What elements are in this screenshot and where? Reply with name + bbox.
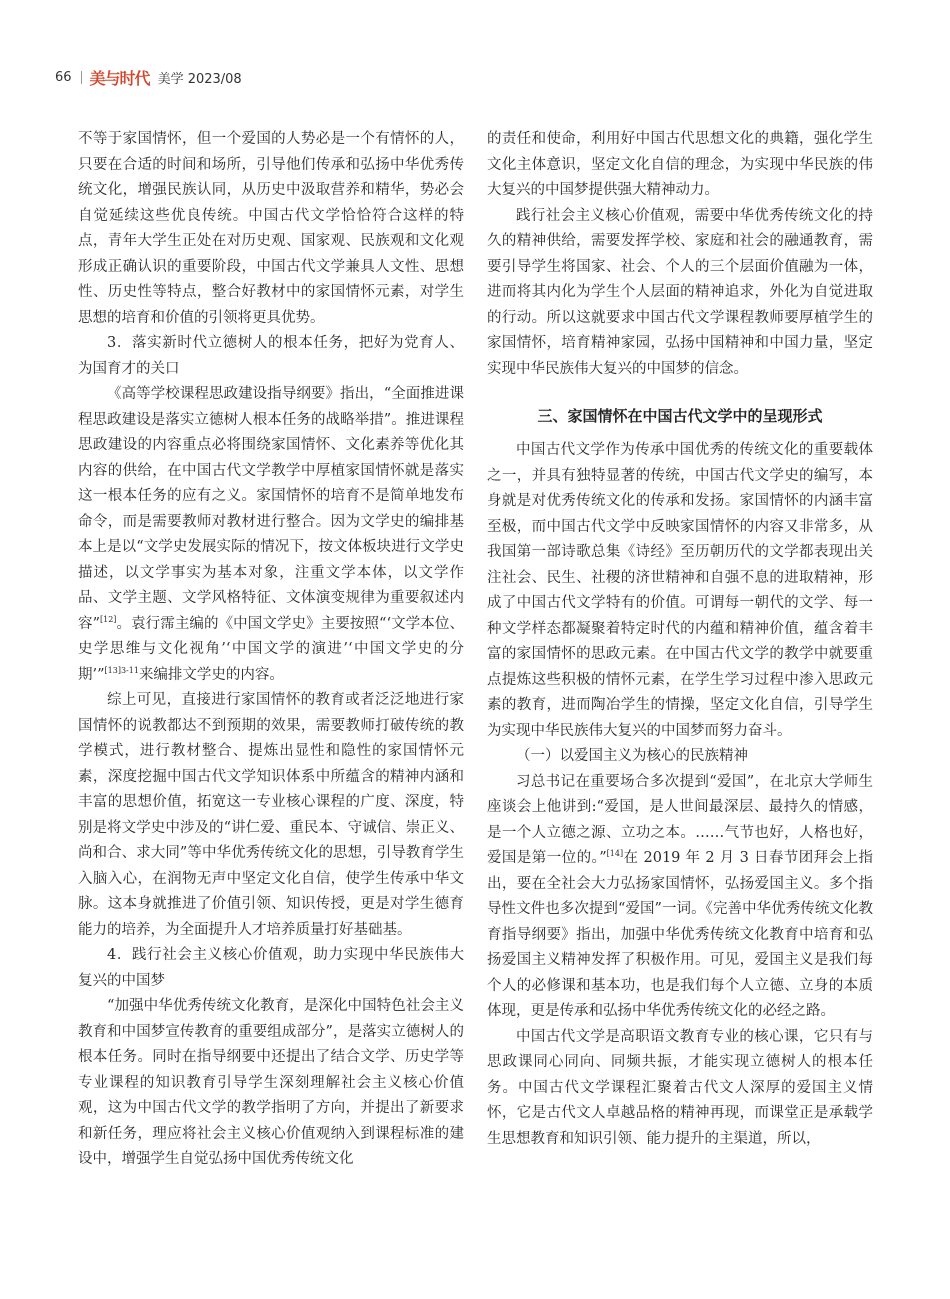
paragraph: 不等于家国情怀，但一个爱国的人势必是一个有情怀的人，只要在合适的时间和场所，引导他们传承和弘扬中华优秀传统文化，增强民族认同，从历史中汲取营养和精华，势必会自觉延续这些优良传统。中国古代文学恰恰符合这样的特点，青年大学生正处在对历史观、国家观、民族观和文化观形成正确认识的重要阶段，中国古代文学兼具人文性、思想性、历史性等特点，整合好教材中的家国情怀元素，对学生思想的培育和价值的引领将更具优势。 (78, 131, 464, 326)
paragraph-text: 。袁行霈主编的《中国文学史》主要按照“‘文学本位、史学思维与文化视角’‘中国文学的演进’‘中国文学史的分期’” (78, 615, 464, 683)
paragraph-text: 《高等学校课程思政建设指导纲要》指出，“全面推进课程思政建设是落实立德树人根本任务的战略举措”。推进课程思政建设的内容重点必将围绕家国情怀、文化素养等优化其内容的供给，在中国古代文学教学中厚植家国情怀就是落实这一根本任务的应有之义。家国情怀的培育不是简单地发布命令，而是需要教师对教材进行整合。因为文学史的编排基本上是以“文学史发展实际的情况下，按文体板块进行文学史描述，以文学事实为基本对象，注重文学本体，以文学作品、文学主题、文学风格特征、文体演变规律为重要叙述内容” (78, 386, 464, 632)
journal-logo: 美与时代 (89, 68, 150, 88)
header-divider (81, 71, 82, 84)
paragraph: 的责任和使命，利用好中国古代思想文化的典籍，强化学生文化主体意识，坚定文化自信的理念，为实现中华民族的伟大复兴的中国梦提供强大精神动力。 (487, 131, 873, 198)
paragraph-text: 来编排文学史的内容。 (138, 666, 284, 683)
section-title: 三、家国情怀在中国古代文学中的呈现形式 (537, 407, 823, 425)
paragraph-guideline (78, 382, 464, 688)
subheading-4: 4．践行社会主义核心价值观，助力实现中华民族伟大复兴的中国梦 (78, 947, 464, 989)
paragraph: 中国古代文学作为传承中国优秀的传统文化的重要载体之一，并具有独特显著的传统，中国古代文学史的编写，本身就是对优秀传统文化的传承和发扬。家国情怀的内涵丰富至极，而中国古代文学中反映家国情怀的内容又非常多，从我国第一部诗歌总集《诗经》至历朝历代的文学都表现出关注社会、民生、社稷的济世精神和自强不息的进取精神，形成了中国古代文学特有的价值。可谓每一朝代的文学、每一种文学样态都凝聚着特定时代的内蕴和精神价值，蕴含着丰富的家国情怀的思政元素。在中国古代文学的教学中就要重点提炼这些积极的情怀元素，在学生学习过程中渗入思政元素的教育，进而陶冶学生的情操，坚定文化自信，引导学生为实现中华民族伟大复兴的中国梦而努力奋斗。 (487, 442, 873, 739)
subsection-heading: （一）以爱国主义为核心的民族精神 (516, 748, 748, 764)
paragraph: “加强中华优秀传统文化教育，是深化中国特色社会主义教育和中国梦宣传教育的重要组成部分”，是落实立德树人的根本任务。同时在指导纲要中还提出了结合文学、历史学等专业课程的知识教育引导学生深刻理解社会主义核心价值观，这为中国古代文学的教学指明了方向，并提出了新要求和新任务，理应将社会主义核心价值观纳入到课程标准的建设中，增强学生自觉弘扬中国优秀传统文化 (78, 998, 464, 1167)
paragraph: 综上可见，直接进行家国情怀的教育或者泛泛地进行家国情怀的说教都达不到预期的效果，需要教师打破传统的教学模式，进行教材整合、提炼出显性和隐性的家国情怀元素，深度挖掘中国古代文学知识体系中所蕴含的精神内涵和丰富的思想价值，拓宽这一专业核心课程的广度、深度，特别是将文学史中涉及的“讲仁爱、重民本、守诚信、崇正义、尚和合、求大同”等中华优秀传统文化的思想，引导教育学生入脑入心，在润物无声中坚定文化自信，使学生传承中华文脉。这本身就推进了价值引领、知识传授，更是对学生德育能力的培养，为全面提升人才培养质量打好基础基。 (78, 692, 464, 938)
paragraph-text: 习总书记在重要场合多次提到“爱国”，在北京大学师生座谈会上他讲到:“爱国，是人世间最深层、最持久的情感，是一个人立德之源、立功之本。……气节也好，人格也好，爱国是第一位的。” (487, 773, 873, 866)
left-column (78, 127, 464, 1173)
citation-13: [13]3-11 (104, 665, 139, 675)
page-number: 66 (55, 69, 72, 85)
paragraph-text: 在 2019 年 2 月 3 日春节团拜会上指出，要在全社会大力弘扬家国情怀，弘扬爱国主义。多个指导性文件也多次提到“爱国”一词。《完善中华优秀传统文化教育指导纲要》指出，加强中华优秀传统文化教育中培育和弘扬爱国主义精神发挥了积极作用。可见，爱国主义是我们每个人的必修课和基本功，也是我们每个人立德、立身的本质体现，更是传承和弘扬中华优秀传统文化的必经之路。 (487, 850, 873, 1019)
paragraph: 践行社会主义核心价值观，需要中华优秀传统文化的持久的精神供给，需要发挥学校、家庭和社会的融通教育，需要引导学生将国家、社会、个人的三个层面价值融为一体，进而将其内化为学生个人层面的精神追求，外化为自觉进取的行动。所以这就要求中国古代文学课程教师要厚植学生的家国情怀，培育精神家园，弘扬中国精神和中国力量，坚定实现中华民族伟大复兴的中国梦的信念。 (487, 207, 873, 377)
paragraph: 中国古代文学是高职语文教育专业的核心课，它只有与思政课同心同向、同频共振，才能实现立德树人的根本任务。中国古代文学课程汇聚着古代文人深厚的爱国主义情怀，它是古代文人卓越品格的精神再现，而课堂正是承载学生思想教育和知识引领、能力提升的主渠道，所以， (487, 1028, 873, 1147)
citation-14: [14] (606, 849, 624, 858)
subheading-3: 3．落实新时代立德树人的根本任务，把好为党育人、为国育才的关口 (78, 335, 464, 377)
journal-issue: 美学 2023/08 (157, 71, 242, 87)
right-column (487, 127, 873, 1152)
paragraph-patriotism (487, 770, 873, 1025)
page-header (55, 64, 242, 90)
citation-12: [12] (100, 614, 117, 624)
